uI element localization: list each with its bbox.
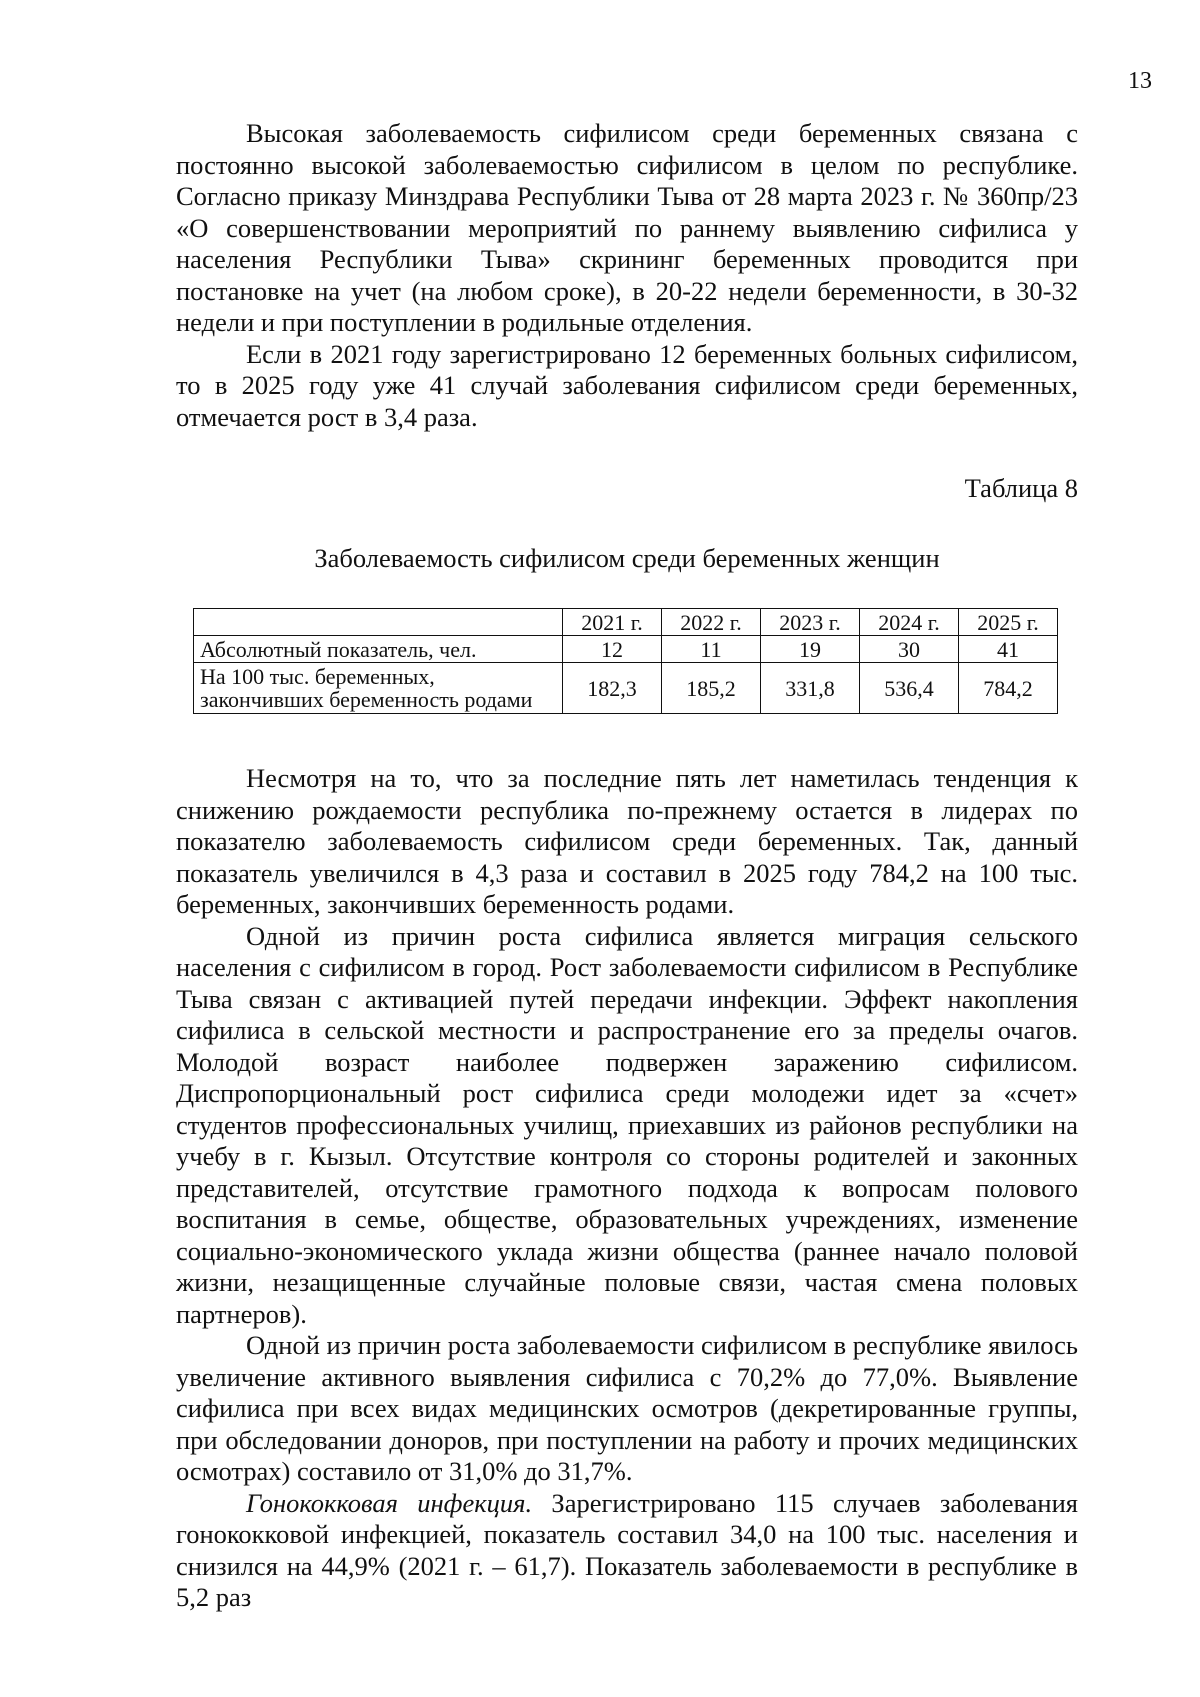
table-label: Таблица 8 [964,473,1078,503]
gonococcal-text: Зарегистрировано 115 случаев заболевания гонококковой инфекцией, показатель составил 34,0 на 100 тыс. населения и снизился на 44,9% (2021 г. – 61,7). Показатель заболеваемости в республике в 5,2 раз [176,1487,1078,1612]
table-cell: 784,2 [959,663,1058,714]
table-year-header: 2022 г. [662,609,761,636]
table-title: Заболеваемость сифилисом среди беременных женщин [314,543,940,573]
text-block-bottom [176,763,1078,1614]
paragraph-growth: Если в 2021 году зарегистрировано 12 беременных больных сифилисом, то в 2025 году уже 41 случай заболевания сифилисом среди беременных, отмечается рост в 3,4 раза. [176,338,1078,432]
table-row-label: Абсолютный показатель, чел. [194,636,563,663]
table-cell: 30 [860,636,959,663]
table-row-label: На 100 тыс. беременных, закончивших беременность родами [194,663,563,714]
table-year-header: 2021 г. [563,609,662,636]
paragraph-screening: Высокая заболеваемость сифилисом среди беременных связана с постоянно высокой заболеваемостью сифилисом в целом по республике. Согласно приказу Минздрава Республики Тыва от 28 марта 2023 г. № 360пр/23 «О совершенствовании мероприятий по раннему выявлению сифилиса у населения Республики Тыва» скрининг беременных проводится при постановке на учет (на любом сроке), в 20-22 недели беременности, в 30-32 недели и при поступлении в родильные отделения. [176,118,1078,337]
table-cell: 12 [563,636,662,663]
table-row [194,663,1058,714]
table-cell: 41 [959,636,1058,663]
page-number: 13 [1128,68,1152,94]
paragraph-detection: Одной из причин роста заболеваемости сифилисом в республике явилось увеличение активного выявления сифилиса с 70,2% до 77,0%. Выявление сифилиса при всех видах медицинских осмотров (декретированные группы, при обследовании доноров, при поступлении на работу и прочих медицинских осмотрах) составило от 31,0% до 31,7%. [176,1330,1078,1486]
paragraph-leaders: Несмотря на то, что за последние пять лет наметилась тенденция к снижению рождаемости республика по-прежнему остается в лидерах по показателю заболеваемость сифилисом среди беременных. Так, данный показатель увеличился в 4,3 раза и составил в 2025 году 784,2 на 100 тыс. беременных, закончивших беременность родами. [176,763,1078,919]
paragraph-migration: Одной из причин роста сифилиса является миграция сельского населения с сифилисом в город. Рост заболеваемости сифилисом в Республике Тыва связан с активацией путей передачи инфекции. Эффект накопления сифилиса в сельской местности и распространение его за пределы очагов. Молодой возраст наиболее подвержен заражению сифилисом. Диспропорциональный рост сифилиса среди молодежи идет за «счет» студентов профессиональных училищ, приехавших из районов республики на учебу в г. Кызыл. Отсутствие контроля со стороны родителей и законных представителей, отсутствие грамотного подхода к вопросам полового воспитания в семье, обществе, образовательных учреждениях, изменение социально-экономического уклада жизни общества (раннее начало половой жизни, незащищенные случайные половые связи, частая смена половых партнеров). [176,920,1078,1329]
syphilis-pregnant-table [193,608,1058,714]
table-cell: 331,8 [761,663,860,714]
text-block-top [176,118,1078,433]
table-cell: 19 [761,636,860,663]
table-cell: 182,3 [563,663,662,714]
table-year-header: 2024 г. [860,609,959,636]
table-row [194,636,1058,663]
gonococcal-lead: Гонококковая инфекция. [246,1487,533,1518]
table-cell: 536,4 [860,663,959,714]
table-header-empty-cell [194,609,563,636]
table-cell: 11 [662,636,761,663]
table-header-row [194,609,1058,636]
table-cell: 185,2 [662,663,761,714]
table-year-header: 2023 г. [761,609,860,636]
paragraph-gonococcal [176,1488,1078,1614]
table-year-header: 2025 г. [959,609,1058,636]
